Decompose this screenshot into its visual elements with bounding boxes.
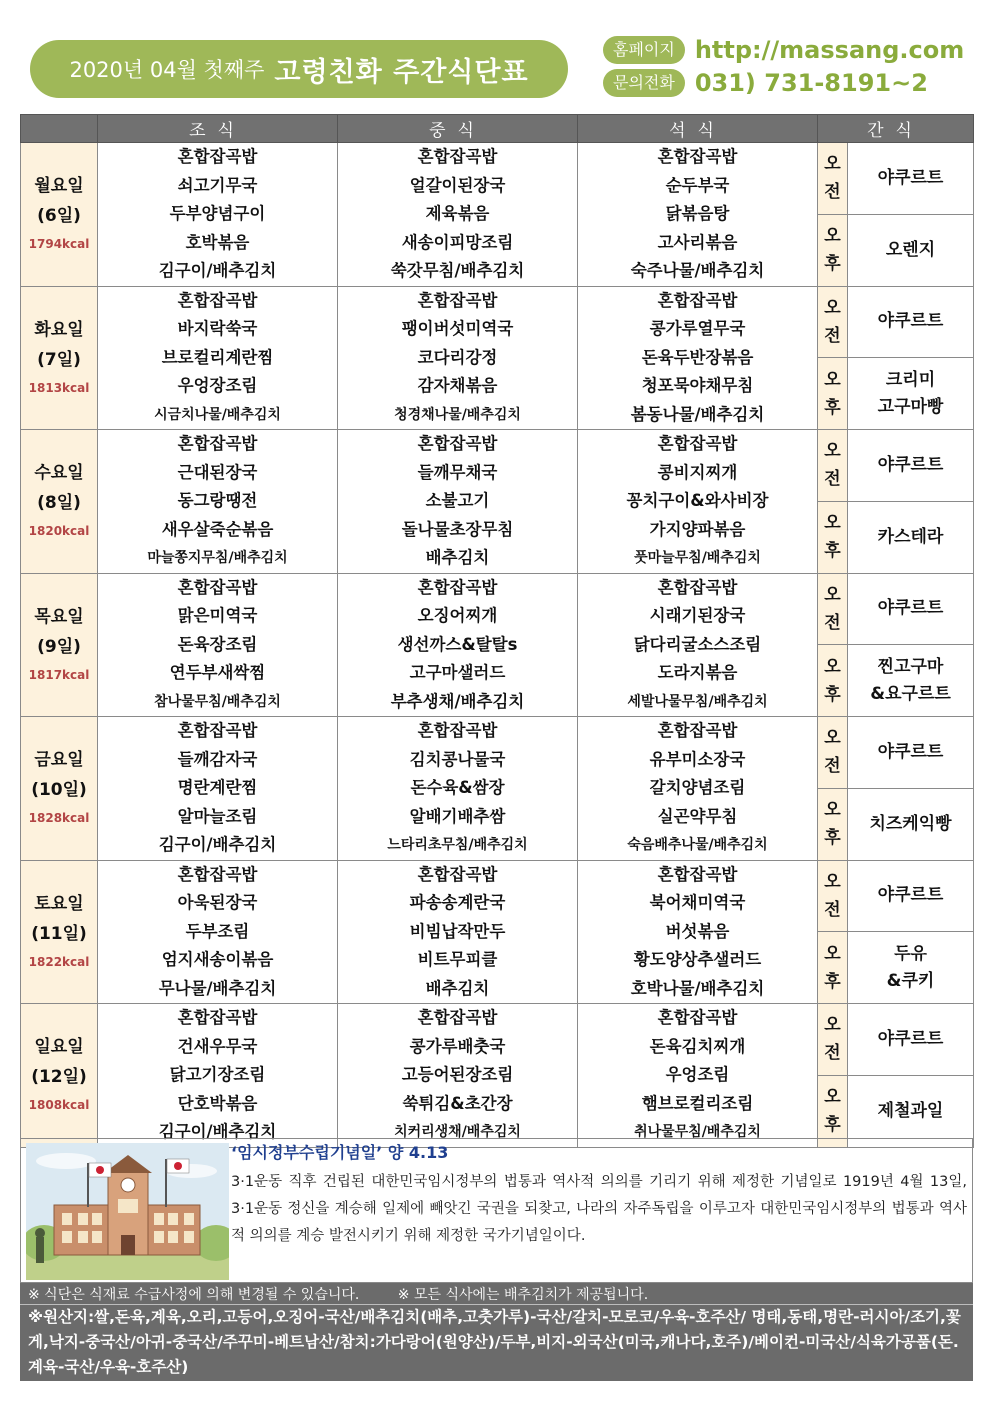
- breakfast-dish: 김구이/배추김치: [158, 1122, 277, 1141]
- breakfast-dish: 알마늘조림: [177, 806, 258, 826]
- dinner-dish: 도라지볶음: [657, 663, 738, 682]
- header-lunch: 중식: [338, 115, 578, 143]
- breakfast-cell: [98, 430, 338, 574]
- dinner-dish: 돈육김치찌개: [649, 1036, 746, 1056]
- snack-pm-cell: [848, 932, 974, 1004]
- breakfast-dish: 혼합잡곡밥: [177, 864, 258, 884]
- day-cell: [21, 143, 98, 287]
- day-kcal: 1808kcal: [28, 1098, 90, 1113]
- snack-pm-char: 오: [824, 226, 841, 247]
- dinner-dish: 혼합잡곡밥: [657, 577, 738, 597]
- lunch-dish: 생선까스&탈탈s: [397, 634, 518, 654]
- day-row-top: [21, 860, 974, 932]
- homepage-label: 홈페이지: [603, 36, 685, 64]
- dinner-dish: 청포묵야채무침: [641, 376, 754, 395]
- lunch-dish: 쑥튀김&초간장: [402, 1093, 513, 1113]
- title-main: 고령친화 주간식단표: [274, 56, 529, 88]
- snack-am-item: 야쿠르트: [877, 167, 944, 188]
- lunch-dish: 제육볶음: [425, 204, 490, 223]
- dinner-dish: 취나물무침/배추김치: [634, 1124, 761, 1140]
- dinner-cell: [578, 860, 818, 1004]
- dinner-cell: [578, 430, 818, 574]
- snack-pm-char: 후: [824, 828, 841, 849]
- dinner-dish: 숙음배추나물/배추김치: [627, 837, 768, 853]
- dinner-dish: 돈육두반장볶음: [641, 347, 754, 367]
- dinner-cell: [578, 286, 818, 430]
- phone-number: 031) 731-8191~2: [694, 69, 928, 97]
- dinner-dish: 혼합잡곡밥: [657, 721, 738, 740]
- day-name: 토요일: [34, 893, 84, 914]
- snack-pm-char: 후: [824, 397, 841, 418]
- day-cell: [21, 717, 98, 861]
- breakfast-cell: [98, 1004, 338, 1148]
- dinner-dish: 풋마늘무침/배추김치: [634, 550, 761, 566]
- day-date: (8일): [37, 493, 81, 514]
- lunch-dish: 부추생채/배추김치: [390, 691, 525, 711]
- breakfast-dish: 맑은미역국: [177, 606, 258, 625]
- breakfast-dish: 호박볶음: [185, 232, 250, 252]
- breakfast-dish: 연두부새싹찜: [169, 663, 266, 682]
- dinner-dish: 갈치양념조림: [649, 778, 746, 797]
- snack-am-char: 전: [824, 612, 841, 633]
- lunch-cell: [338, 1004, 578, 1148]
- homepage-row: [603, 36, 964, 64]
- dinner-cell: [578, 143, 818, 287]
- snack-am-char: 오: [824, 728, 841, 749]
- snack-pm-char: 후: [824, 1115, 841, 1136]
- day-cell: [21, 286, 98, 430]
- government-building-illustration: [26, 1143, 229, 1280]
- dinner-dish: 우엉조림: [665, 1065, 730, 1084]
- lunch-cell: [338, 860, 578, 1004]
- dinner-dish: 버섯볶음: [665, 921, 730, 941]
- snack-am-label: [818, 573, 848, 645]
- day-date: (11일): [31, 923, 87, 944]
- lunch-dish: 얼갈이된장국: [409, 175, 506, 195]
- snack-am-cell: [848, 573, 974, 645]
- day-kcal: 1794kcal: [28, 237, 90, 252]
- breakfast-dish: 혼합잡곡밥: [177, 147, 258, 166]
- snack-pm-item: 제철과일: [877, 1100, 944, 1121]
- snack-am-label: [818, 717, 848, 789]
- footer-notes: [20, 1283, 973, 1305]
- day-row-top: [21, 717, 974, 789]
- dinner-dish: 콩비지찌개: [657, 462, 738, 482]
- lunch-dish: 배추김치: [425, 978, 490, 998]
- menu-title: [30, 40, 568, 98]
- dinner-dish: 닭볶음탕: [665, 204, 730, 223]
- day-name: 일요일: [34, 1037, 84, 1058]
- header-breakfast: 조식: [98, 115, 338, 143]
- notice-text: 3·1운동 직후 건립된 대한민국임시정부의 법통과 역사적 의의를 기리기 위해 제정한 기념일로 1919년 4월 13일, 3·1운동 정신을 계승해 일제에 빼앗긴 국권을 되찾고, 나라의 자주독립을 이루고자 대한민국임시정부의 법통과 역사적 의의를 계승 발전시키기 위해 제정한 국가기념일이다.: [231, 1174, 967, 1244]
- breakfast-dish: 동그랑땡전: [177, 491, 258, 510]
- snack-pm-char: 오: [824, 513, 841, 534]
- day-row-top: [21, 1004, 974, 1076]
- snack-am-char: 오: [824, 871, 841, 892]
- lunch-dish: 새송이피망조림: [401, 232, 514, 252]
- day-row-top: [21, 430, 974, 502]
- snack-am-cell: [848, 143, 974, 215]
- menu-body: [21, 143, 974, 1148]
- day-row-top: [21, 286, 974, 358]
- snack-am-char: 오: [824, 441, 841, 462]
- snack-am-label: [818, 286, 848, 358]
- snack-am-item: 야쿠르트: [877, 885, 944, 906]
- snack-pm-char: 오: [824, 369, 841, 390]
- snack-am-char: 오: [824, 297, 841, 318]
- lunch-dish: 돌나물초장무침: [401, 519, 514, 539]
- breakfast-dish: 혼합잡곡밥: [177, 1008, 258, 1027]
- lunch-dish: 팽이버섯미역국: [401, 319, 514, 338]
- dinner-dish: 유부미소장국: [649, 749, 746, 769]
- dinner-dish: 혼합잡곡밥: [657, 1008, 738, 1027]
- breakfast-dish: 마늘쫑지무침/배추김치: [147, 550, 288, 566]
- notice-box: [20, 1138, 973, 1283]
- dinner-dish: 혼합잡곡밥: [657, 290, 738, 310]
- title-week: 2020년 04월 첫째주: [69, 58, 265, 82]
- snack-am-char: 전: [824, 325, 841, 346]
- weekly-menu-table: [20, 114, 974, 1148]
- breakfast-dish: 시금치나물/배추김치: [154, 406, 281, 423]
- dinner-cell: [578, 1004, 818, 1148]
- snack-pm-char: 후: [824, 541, 841, 562]
- snack-pm-item: 고구마빵: [877, 396, 944, 417]
- breakfast-dish: 혼합잡곡밥: [177, 290, 258, 310]
- notice-title: ‘임시정부수립기념일’ 양 4.13: [231, 1143, 449, 1162]
- dinner-dish: 닭다리굴소스조림: [633, 634, 762, 654]
- snack-pm-label: [818, 358, 848, 430]
- snack-pm-cell: [848, 1075, 974, 1147]
- snack-am-cell: [848, 860, 974, 932]
- snack-pm-item: &요구르트: [870, 683, 951, 704]
- day-cell: [21, 860, 98, 1004]
- dinner-dish: 햄브로컬리조림: [641, 1093, 754, 1113]
- snack-am-char: 오: [824, 584, 841, 605]
- header-dinner: 석식: [578, 115, 818, 143]
- breakfast-dish: 참나물무침/배추김치: [154, 693, 281, 710]
- lunch-dish: 코다리강정: [417, 347, 498, 367]
- snack-pm-cell: [848, 645, 974, 717]
- snack-am-char: 전: [824, 756, 841, 777]
- breakfast-dish: 혼합잡곡밥: [177, 577, 258, 597]
- dinner-dish: 북어채미역국: [649, 893, 746, 912]
- lunch-dish: 혼합잡곡밥: [417, 1008, 498, 1027]
- snack-pm-label: [818, 214, 848, 286]
- snack-pm-item: &쿠키: [886, 970, 935, 991]
- snack-am-char: 전: [824, 469, 841, 490]
- breakfast-dish: 아욱된장국: [177, 893, 258, 912]
- snack-am-char: 오: [824, 154, 841, 175]
- snack-pm-item: 오렌지: [885, 239, 936, 260]
- phone-label: 문의전화: [603, 69, 685, 97]
- snack-am-item: 야쿠르트: [877, 741, 944, 762]
- dinner-cell: [578, 573, 818, 717]
- lunch-dish: 혼합잡곡밥: [417, 864, 498, 884]
- breakfast-dish: 혼합잡곡밥: [177, 434, 258, 453]
- day-kcal: 1828kcal: [28, 811, 90, 826]
- breakfast-dish: 건새우무국: [177, 1036, 258, 1056]
- lunch-cell: [338, 717, 578, 861]
- lunch-cell: [338, 143, 578, 287]
- snack-pm-char: 오: [824, 800, 841, 821]
- breakfast-dish: 근대된장국: [177, 462, 258, 482]
- lunch-cell: [338, 430, 578, 574]
- header-snack: 간식: [818, 115, 974, 143]
- kimchi-notice: ※ 모든 식사에는 배추김치가 제공됩니다.: [397, 1287, 649, 1303]
- breakfast-dish: 우엉장조림: [177, 376, 258, 395]
- breakfast-dish: 새우살죽순볶음: [161, 519, 274, 539]
- header-day: [21, 115, 98, 143]
- lunch-dish: 돈수육&쌈장: [410, 778, 505, 797]
- snack-am-item: 야쿠르트: [877, 1028, 944, 1049]
- lunch-dish: 치커리생채/배추김치: [394, 1124, 521, 1140]
- breakfast-cell: [98, 143, 338, 287]
- lunch-dish: 파송송계란국: [409, 893, 506, 912]
- origin-notice: ※원산지:쌀,돈육,계육,오리,고등어,오징어-국산/배추김치(배추,고춧가루)-국산/갈치-모로코/우육-호주산/ 명태,동태,명란-러시아/조기,꽃게,낙지-중국산/아귀-중국산/주꾸미-베트남산/참치:가다랑어(원양산)/두부,비지-외국산(미국,캐나다,호주)/베이컨-미국산/식육가공품(돈.계육-국산/우육-호주산): [28, 1308, 961, 1376]
- lunch-dish: 쑥갓무침/배추김치: [390, 261, 525, 280]
- snack-pm-cell: [848, 501, 974, 573]
- footer: [20, 1283, 973, 1381]
- lunch-cell: [338, 286, 578, 430]
- lunch-dish: 소불고기: [425, 491, 490, 510]
- breakfast-dish: 단호박볶음: [177, 1093, 258, 1113]
- breakfast-dish: 혼합잡곡밥: [177, 721, 258, 740]
- lunch-dish: 비빔납작만두: [409, 921, 506, 941]
- dinner-dish: 호박나물/배추김치: [630, 978, 765, 998]
- snack-am-cell: [848, 286, 974, 358]
- day-kcal: 1822kcal: [28, 954, 90, 969]
- day-row-top: [21, 143, 974, 215]
- lunch-dish: 비트무피클: [417, 950, 498, 969]
- day-kcal: 1813kcal: [28, 380, 90, 395]
- dinner-dish: 숙주나물/배추김치: [630, 261, 765, 280]
- day-name: 금요일: [34, 750, 84, 771]
- day-cell: [21, 573, 98, 717]
- lunch-dish: 콩가루배춧국: [409, 1036, 506, 1056]
- snack-pm-item: 치즈케익빵: [869, 813, 952, 834]
- snack-pm-char: 오: [824, 1087, 841, 1108]
- lunch-dish: 감자채볶음: [417, 376, 498, 395]
- dinner-dish: 혼합잡곡밥: [657, 864, 738, 884]
- lunch-cell: [338, 573, 578, 717]
- snack-am-cell: [848, 430, 974, 502]
- snack-pm-char: 후: [824, 254, 841, 275]
- snack-pm-char: 오: [824, 656, 841, 677]
- breakfast-dish: 쇠고기무국: [177, 175, 258, 195]
- snack-pm-label: [818, 788, 848, 860]
- snack-pm-cell: [848, 214, 974, 286]
- snack-pm-item: 두유: [894, 943, 927, 964]
- lunch-dish: 혼합잡곡밥: [417, 577, 498, 597]
- lunch-dish: 청경채나물/배추김치: [394, 406, 521, 423]
- breakfast-dish: 바지락쑥국: [177, 319, 258, 338]
- lunch-dish: 알배기배추쌈: [409, 806, 506, 826]
- snack-am-char: 전: [824, 182, 841, 203]
- dinner-cell: [578, 717, 818, 861]
- snack-pm-item: 크리미: [885, 369, 936, 390]
- snack-am-label: [818, 860, 848, 932]
- phone-row: [603, 69, 928, 97]
- snack-pm-char: 후: [824, 684, 841, 705]
- breakfast-dish: 김구이/배추김치: [158, 261, 277, 280]
- snack-pm-label: [818, 932, 848, 1004]
- breakfast-dish: 두부양념구이: [169, 204, 266, 223]
- breakfast-dish: 닭고기장조림: [169, 1065, 266, 1084]
- dinner-dish: 가지양파볶음: [649, 519, 746, 539]
- snack-am-label: [818, 1004, 848, 1076]
- dinner-dish: 봄동나물/배추김치: [630, 404, 765, 424]
- snack-pm-cell: [848, 358, 974, 430]
- snack-am-item: 야쿠르트: [877, 311, 944, 332]
- breakfast-dish: 무나물/배추김치: [158, 978, 277, 998]
- dinner-dish: 세발나물무침/배추김치: [627, 693, 768, 710]
- day-date: (7일): [37, 349, 81, 370]
- table-header-row: [21, 115, 974, 143]
- dinner-dish: 혼합잡곡밥: [657, 147, 738, 166]
- snack-pm-label: [818, 645, 848, 717]
- lunch-dish: 들깨무채국: [417, 462, 498, 482]
- day-date: (6일): [37, 206, 81, 227]
- day-date: (10일): [31, 780, 87, 801]
- dinner-dish: 실곤약무침: [657, 806, 738, 826]
- dinner-dish: 고사리볶음: [657, 232, 738, 252]
- lunch-dish: 혼합잡곡밥: [417, 147, 498, 166]
- day-kcal: 1817kcal: [28, 667, 90, 682]
- snack-am-char: 전: [824, 1043, 841, 1064]
- snack-am-cell: [848, 717, 974, 789]
- dinner-dish: 시래기된장국: [649, 606, 746, 625]
- day-name: 화요일: [34, 319, 84, 340]
- breakfast-cell: [98, 573, 338, 717]
- lunch-dish: 혼합잡곡밥: [417, 434, 498, 453]
- day-name: 목요일: [34, 606, 84, 627]
- dinner-dish: 꽁치구이&와사비장: [626, 491, 769, 510]
- breakfast-dish: 두부조림: [185, 921, 250, 941]
- breakfast-cell: [98, 860, 338, 1004]
- lunch-dish: 배추김치: [425, 548, 490, 567]
- snack-am-label: [818, 430, 848, 502]
- breakfast-cell: [98, 286, 338, 430]
- lunch-dish: 김치콩나물국: [409, 749, 506, 769]
- day-date: (9일): [37, 636, 81, 657]
- day-cell: [21, 430, 98, 574]
- breakfast-dish: 엄지새송이볶음: [161, 950, 274, 969]
- dinner-dish: 콩가루열무국: [649, 319, 746, 338]
- dinner-dish: 순두부국: [665, 175, 730, 195]
- breakfast-dish: 들깨감자국: [177, 749, 258, 769]
- day-date: (12일): [31, 1067, 87, 1088]
- day-row-top: [21, 573, 974, 645]
- breakfast-dish: 김구이/배추김치: [158, 835, 277, 854]
- snack-am-item: 야쿠르트: [877, 598, 944, 619]
- snack-pm-cell: [848, 788, 974, 860]
- homepage-link[interactable]: http://massang.com: [694, 36, 965, 64]
- snack-pm-label: [818, 1075, 848, 1147]
- snack-am-item: 야쿠르트: [877, 454, 944, 475]
- lunch-dish: 고구마샐러드: [409, 663, 506, 682]
- breakfast-dish: 브로컬리계란찜: [161, 347, 274, 367]
- snack-pm-char: 후: [824, 971, 841, 992]
- day-name: 월요일: [34, 176, 84, 197]
- snack-am-cell: [848, 1004, 974, 1076]
- dinner-dish: 황도양상추샐러드: [633, 950, 762, 969]
- lunch-dish: 혼합잡곡밥: [417, 721, 498, 740]
- breakfast-dish: 명란계란찜: [177, 778, 258, 797]
- snack-am-char: 전: [824, 899, 841, 920]
- lunch-dish: 오징어찌개: [417, 606, 498, 625]
- change-notice: ※ 식단은 식재료 수급사정에 의해 변경될 수 있습니다.: [28, 1287, 360, 1303]
- day-cell: [21, 1004, 98, 1148]
- dinner-dish: 혼합잡곡밥: [657, 434, 738, 453]
- snack-am-char: 오: [824, 1015, 841, 1036]
- lunch-dish: 혼합잡곡밥: [417, 290, 498, 310]
- snack-am-label: [818, 143, 848, 215]
- lunch-dish: 느타리초무침/배추김치: [387, 837, 528, 853]
- snack-pm-label: [818, 501, 848, 573]
- lunch-dish: 고등어된장조림: [401, 1065, 514, 1084]
- day-name: 수요일: [34, 463, 84, 484]
- day-kcal: 1820kcal: [28, 524, 90, 539]
- snack-pm-item: 찐고구마: [877, 656, 944, 677]
- snack-pm-char: 오: [824, 943, 841, 964]
- snack-pm-item: 카스테라: [877, 526, 944, 547]
- breakfast-dish: 돈육장조림: [177, 634, 258, 654]
- breakfast-cell: [98, 717, 338, 861]
